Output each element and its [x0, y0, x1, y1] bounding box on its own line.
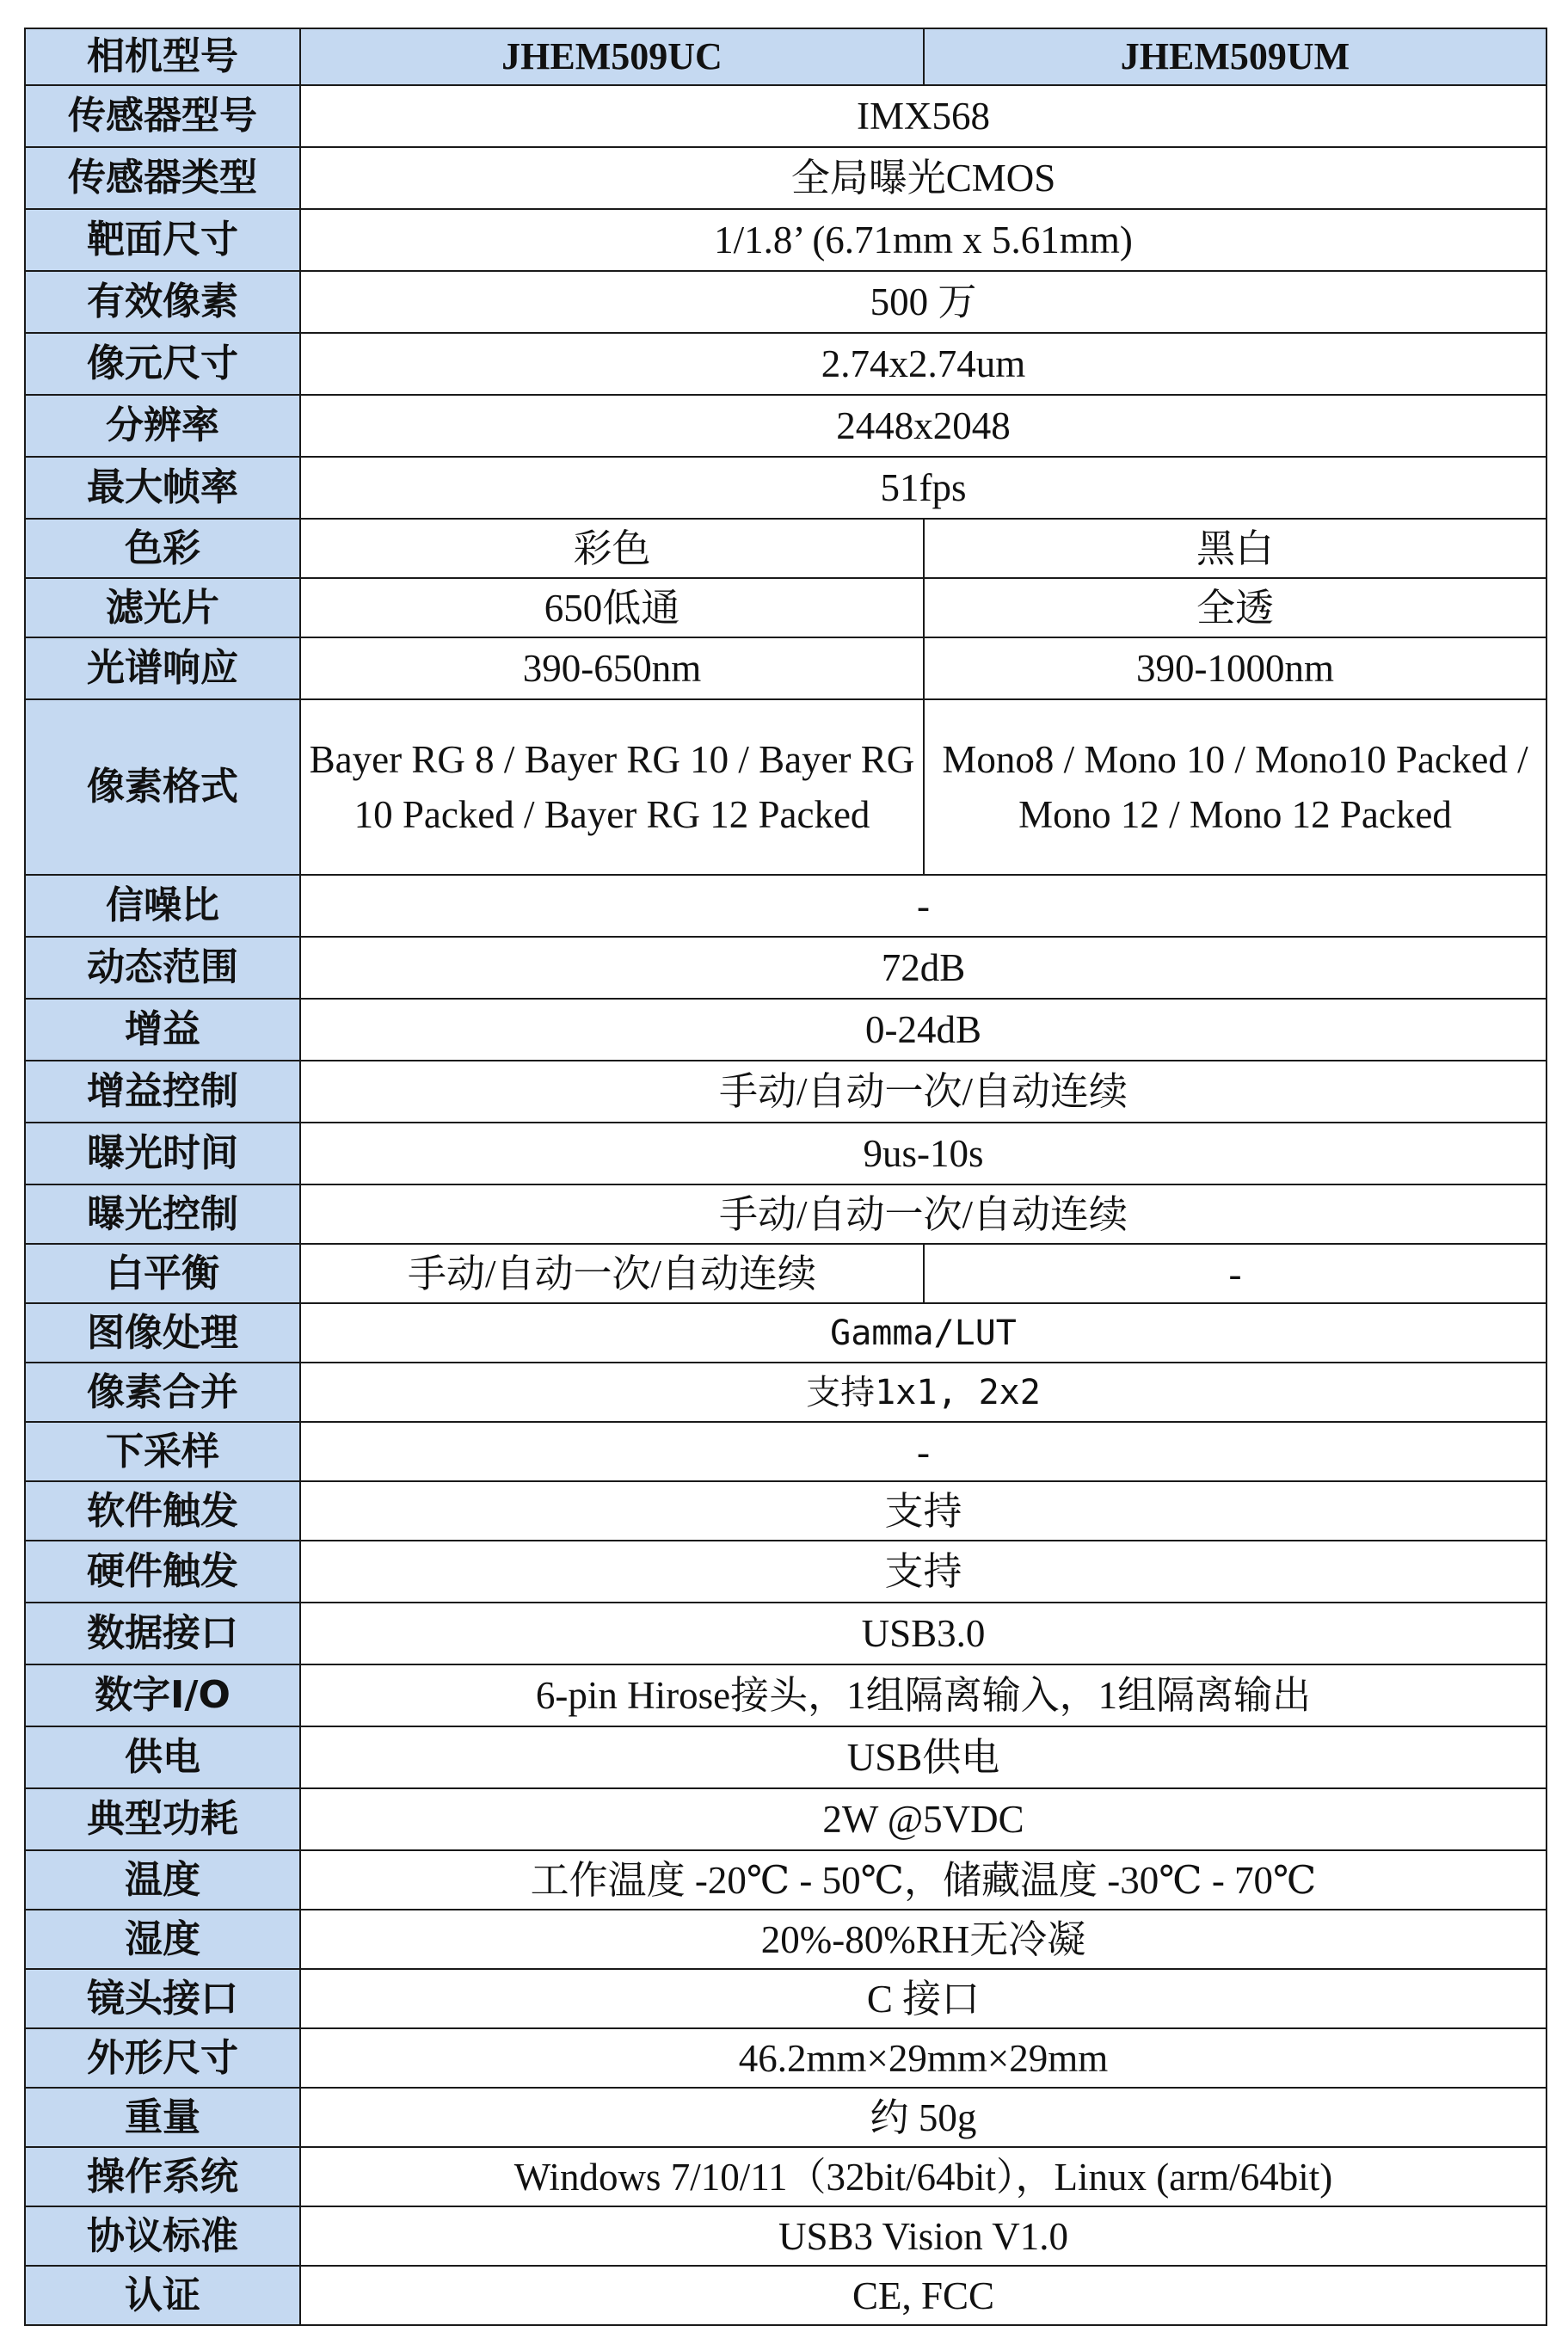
table-row — [25, 2266, 1546, 2325]
spec-label: 温度 — [25, 1850, 300, 1910]
spec-value: - — [300, 1422, 1546, 1481]
table-row — [25, 937, 1546, 999]
table-row — [25, 1123, 1546, 1184]
spec-label: 认证 — [25, 2266, 300, 2325]
table-row — [25, 1184, 1546, 1244]
spec-value: Windows 7/10/11（32bit/64bit），Linux (arm/64bit) — [300, 2147, 1546, 2206]
table-row — [25, 1664, 1546, 1726]
table-row — [25, 1850, 1546, 1910]
table-row — [25, 395, 1546, 457]
spec-label: 滤光片 — [25, 578, 300, 637]
spec-label: 分辨率 — [25, 395, 300, 457]
spec-value-model-a: Bayer RG 8 / Bayer RG 10 / Bayer RG 10 Packed / Bayer RG 12 Packed — [300, 699, 924, 875]
spec-value: 20%-80%RH无冷凝 — [300, 1910, 1546, 1969]
spec-value-model-a: 390-650nm — [300, 637, 924, 699]
table-row — [25, 147, 1546, 209]
spec-label: 曝光控制 — [25, 1184, 300, 1244]
spec-value: 全局曝光CMOS — [300, 147, 1546, 209]
spec-label: 下采样 — [25, 1422, 300, 1481]
table-row — [25, 699, 1546, 875]
spec-value-model-b: Mono8 / Mono 10 / Mono10 Packed / Mono 12 / Mono 12 Packed — [924, 699, 1546, 875]
spec-value: USB3.0 — [300, 1603, 1546, 1664]
spec-value: 支持 — [300, 1481, 1546, 1541]
spec-value-model-b: 黑白 — [924, 519, 1546, 578]
spec-value: 72dB — [300, 937, 1546, 999]
spec-label: 协议标准 — [25, 2206, 300, 2266]
spec-value: 9us-10s — [300, 1123, 1546, 1184]
spec-label: 像素合并 — [25, 1363, 300, 1422]
table-row — [25, 1061, 1546, 1123]
table-row — [25, 1422, 1546, 1481]
spec-label: 外形尺寸 — [25, 2028, 300, 2088]
spec-label: 图像处理 — [25, 1303, 300, 1363]
table-row — [25, 2028, 1546, 2088]
spec-label: 动态范围 — [25, 937, 300, 999]
spec-label: 像素格式 — [25, 699, 300, 875]
table-row — [25, 1726, 1546, 1788]
spec-value: 0-24dB — [300, 999, 1546, 1061]
spec-label: 软件触发 — [25, 1481, 300, 1541]
spec-label: 传感器型号 — [25, 85, 300, 147]
spec-label: 曝光时间 — [25, 1123, 300, 1184]
table-row — [25, 1481, 1546, 1541]
table-row — [25, 1363, 1546, 1422]
spec-label: 传感器类型 — [25, 147, 300, 209]
spec-label: 最大帧率 — [25, 457, 300, 519]
spec-value: 约 50g — [300, 2088, 1546, 2147]
table-row — [25, 1303, 1546, 1363]
spec-value: 手动/自动一次/自动连续 — [300, 1061, 1546, 1123]
spec-label: 供电 — [25, 1726, 300, 1788]
table-row — [25, 999, 1546, 1061]
spec-label: 湿度 — [25, 1910, 300, 1969]
table-row — [25, 1244, 1546, 1303]
spec-value: USB供电 — [300, 1726, 1546, 1788]
spec-value: 支持 — [300, 1541, 1546, 1603]
table-header-row — [25, 28, 1546, 85]
model-b-header: JHEM509UM — [924, 28, 1546, 85]
spec-value: 工作温度 -20℃ - 50℃，储藏温度 -30℃ - 70℃ — [300, 1850, 1546, 1910]
spec-value-model-a: 650低通 — [300, 578, 924, 637]
table-row — [25, 333, 1546, 395]
table-row — [25, 2147, 1546, 2206]
spec-value: 2448x2048 — [300, 395, 1546, 457]
spec-label: 增益 — [25, 999, 300, 1061]
spec-value: 支持1x1, 2x2 — [300, 1363, 1546, 1422]
spec-label: 数字I/O — [25, 1664, 300, 1726]
spec-label: 数据接口 — [25, 1603, 300, 1664]
table-row — [25, 1541, 1546, 1603]
spec-value-model-b: 390-1000nm — [924, 637, 1546, 699]
spec-label: 硬件触发 — [25, 1541, 300, 1603]
spec-value: C 接口 — [300, 1969, 1546, 2028]
spec-value: 手动/自动一次/自动连续 — [300, 1184, 1546, 1244]
spec-label: 典型功耗 — [25, 1788, 300, 1850]
table-row — [25, 875, 1546, 937]
table-row — [25, 578, 1546, 637]
spec-label: 光谱响应 — [25, 637, 300, 699]
spec-value: 500 万 — [300, 271, 1546, 333]
spec-value: USB3 Vision V1.0 — [300, 2206, 1546, 2266]
spec-value: IMX568 — [300, 85, 1546, 147]
table-row — [25, 2088, 1546, 2147]
spec-label: 靶面尺寸 — [25, 209, 300, 271]
table-row — [25, 637, 1546, 699]
table-row — [25, 457, 1546, 519]
spec-label: 白平衡 — [25, 1244, 300, 1303]
table-row — [25, 209, 1546, 271]
table-row — [25, 1910, 1546, 1969]
table-row — [25, 1969, 1546, 2028]
spec-table — [24, 28, 1547, 2326]
spec-label: 色彩 — [25, 519, 300, 578]
spec-value: 51fps — [300, 457, 1546, 519]
table-row — [25, 85, 1546, 147]
spec-value: 2W @5VDC — [300, 1788, 1546, 1850]
model-a-header: JHEM509UC — [300, 28, 924, 85]
spec-label: 操作系统 — [25, 2147, 300, 2206]
spec-value: 46.2mm×29mm×29mm — [300, 2028, 1546, 2088]
spec-value: 1/1.8’ (6.71mm x 5.61mm) — [300, 209, 1546, 271]
table-row — [25, 519, 1546, 578]
spec-label: 增益控制 — [25, 1061, 300, 1123]
spec-value-model-b: 全透 — [924, 578, 1546, 637]
spec-value: 6-pin Hirose接头，1组隔离输入，1组隔离输出 — [300, 1664, 1546, 1726]
spec-value-model-a: 手动/自动一次/自动连续 — [300, 1244, 924, 1303]
spec-label: 镜头接口 — [25, 1969, 300, 2028]
table-row — [25, 2206, 1546, 2266]
spec-label: 有效像素 — [25, 271, 300, 333]
spec-label: 重量 — [25, 2088, 300, 2147]
spec-value: CE, FCC — [300, 2266, 1546, 2325]
table-row — [25, 1788, 1546, 1850]
table-row — [25, 271, 1546, 333]
spec-value-model-b: - — [924, 1244, 1546, 1303]
table-row — [25, 1603, 1546, 1664]
spec-label: 信噪比 — [25, 875, 300, 937]
spec-value: Gamma/LUT — [300, 1303, 1546, 1363]
spec-label: 像元尺寸 — [25, 333, 300, 395]
spec-value: 2.74x2.74um — [300, 333, 1546, 395]
spec-value: - — [300, 875, 1546, 937]
header-label: 相机型号 — [25, 28, 300, 85]
spec-value-model-a: 彩色 — [300, 519, 924, 578]
